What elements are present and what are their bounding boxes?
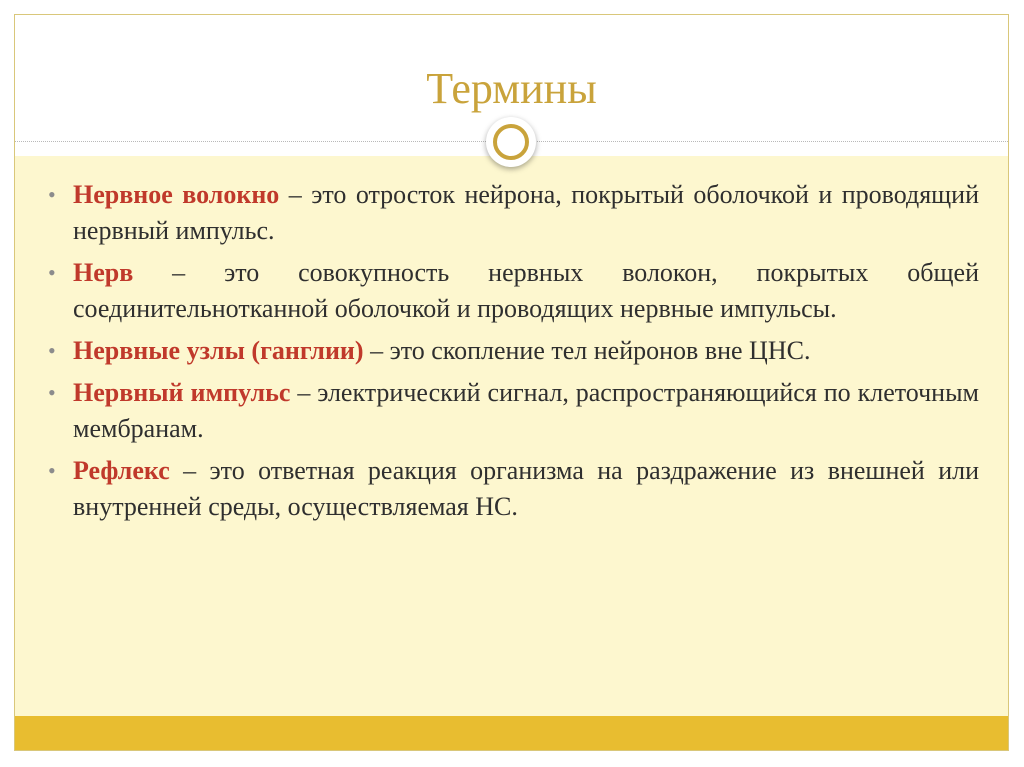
bullet-icon: • bbox=[48, 380, 56, 405]
terms-list bbox=[48, 177, 980, 531]
term-definition: – это ответная реакция организма на раздражение из внешней или внутренней среды, осуществляемая НС. bbox=[73, 456, 979, 521]
term-label: Нервное волокно bbox=[73, 180, 280, 209]
term-label: Нервный импульс bbox=[73, 378, 291, 407]
list-item bbox=[48, 255, 979, 327]
term-definition: – электрический сигнал, распространяющийся по клеточным мембранам. bbox=[73, 378, 979, 443]
circle-ornament-icon bbox=[486, 117, 536, 167]
bullet-icon: • bbox=[48, 260, 56, 285]
list-item bbox=[48, 375, 979, 447]
term-label: Рефлекс bbox=[73, 456, 170, 485]
bullet-icon: • bbox=[48, 182, 56, 207]
bullet-icon: • bbox=[48, 458, 56, 483]
term-label: Нерв bbox=[73, 258, 134, 287]
term-definition: – это скопление тел нейронов вне ЦНС. bbox=[363, 336, 811, 365]
bullet-icon: • bbox=[48, 338, 56, 363]
slide bbox=[14, 14, 1009, 751]
term-label: Нервные узлы (ганглии) bbox=[73, 336, 364, 365]
slide-title: Термины bbox=[426, 64, 597, 113]
footer-bar bbox=[15, 716, 1008, 750]
list-item bbox=[48, 333, 979, 369]
term-definition: – это отросток нейрона, покрытый оболочкой и проводящий нервный импульс. bbox=[73, 180, 980, 245]
list-item bbox=[48, 453, 979, 525]
list-item bbox=[48, 177, 980, 249]
term-definition: – это совокупность нервных волокон, покрытых общей соединительнотканной оболочкой и проводящих нервные импульсы. bbox=[73, 258, 979, 323]
